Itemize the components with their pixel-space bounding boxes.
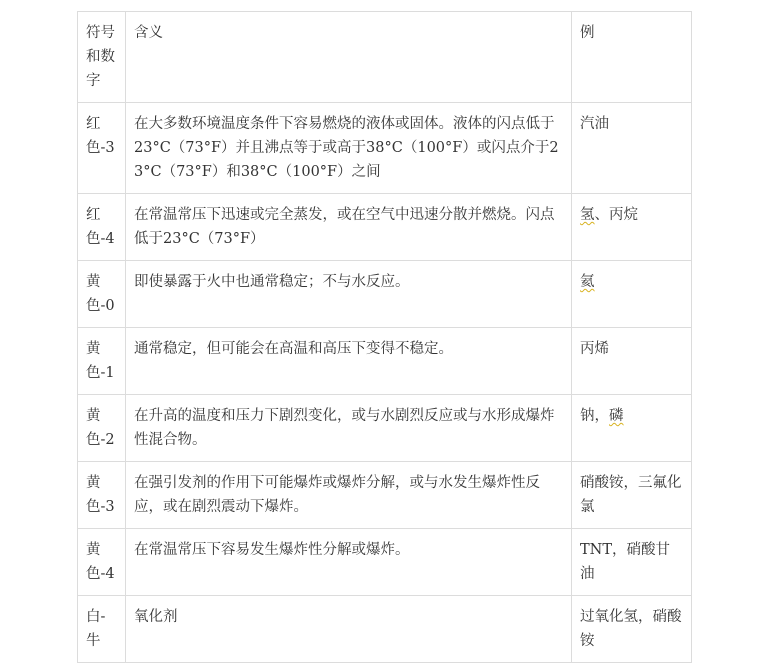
table-row xyxy=(78,596,692,663)
row-example: 过氧化氢，硝酸铵 xyxy=(572,596,692,663)
header-example: 例 xyxy=(572,12,692,103)
table-header-row xyxy=(78,12,692,103)
row-example: 丙烯 xyxy=(572,328,692,395)
header-meaning: 含义 xyxy=(126,12,572,103)
row-example: 硝酸铵，三氟化氯 xyxy=(572,462,692,529)
row-meaning: 即使暴露于火中也通常稳定；不与水反应。 xyxy=(126,261,572,328)
table-row xyxy=(78,261,692,328)
row-code: 红色-3 xyxy=(78,103,126,194)
spellcheck-underlined-word: 氢 xyxy=(580,207,595,223)
row-code: 黄色-3 xyxy=(78,462,126,529)
table-row xyxy=(78,529,692,596)
row-code: 白-牛 xyxy=(78,596,126,663)
table-row xyxy=(78,328,692,395)
row-example: TNT，硝酸甘油 xyxy=(572,529,692,596)
example-text: 、丙烷 xyxy=(594,207,638,223)
row-code: 黄色-2 xyxy=(78,395,126,462)
row-example: 汽油 xyxy=(572,103,692,194)
header-code: 符号和数字 xyxy=(78,12,126,103)
row-example xyxy=(572,261,692,328)
row-meaning: 在强引发剂的作用下可能爆炸或爆炸分解，或与水发生爆炸性反应，或在剧烈震动下爆炸。 xyxy=(126,462,572,529)
row-meaning: 在常温常压下容易发生爆炸性分解或爆炸。 xyxy=(126,529,572,596)
row-meaning: 在常温常压下迅速或完全蒸发，或在空气中迅速分散并燃烧。闪点低于23°C（73°F） xyxy=(126,194,572,261)
table-row xyxy=(78,194,692,261)
spellcheck-underlined-word: 氦 xyxy=(580,274,595,290)
example-text: 钠， xyxy=(580,408,609,424)
row-code: 红色-4 xyxy=(78,194,126,261)
row-code: 黄色-0 xyxy=(78,261,126,328)
row-meaning: 在大多数环境温度条件下容易燃烧的液体或固体。液体的闪点低于23°C（73°F）并且沸点等于或高于38°C（100°F）或闪点介于23°C（73°F）和38°C（100°F）之间 xyxy=(126,103,572,194)
row-meaning: 通常稳定，但可能会在高温和高压下变得不稳定。 xyxy=(126,328,572,395)
row-meaning: 氧化剂 xyxy=(126,596,572,663)
row-code: 黄色-1 xyxy=(78,328,126,395)
hazard-symbol-table xyxy=(77,11,692,663)
spellcheck-underlined-word: 磷 xyxy=(609,408,624,424)
row-example xyxy=(572,194,692,261)
table-row xyxy=(78,462,692,529)
row-example xyxy=(572,395,692,462)
row-code: 黄色-4 xyxy=(78,529,126,596)
table-row xyxy=(78,103,692,194)
row-meaning: 在升高的温度和压力下剧烈变化，或与水剧烈反应或与水形成爆炸性混合物。 xyxy=(126,395,572,462)
table-row xyxy=(78,395,692,462)
